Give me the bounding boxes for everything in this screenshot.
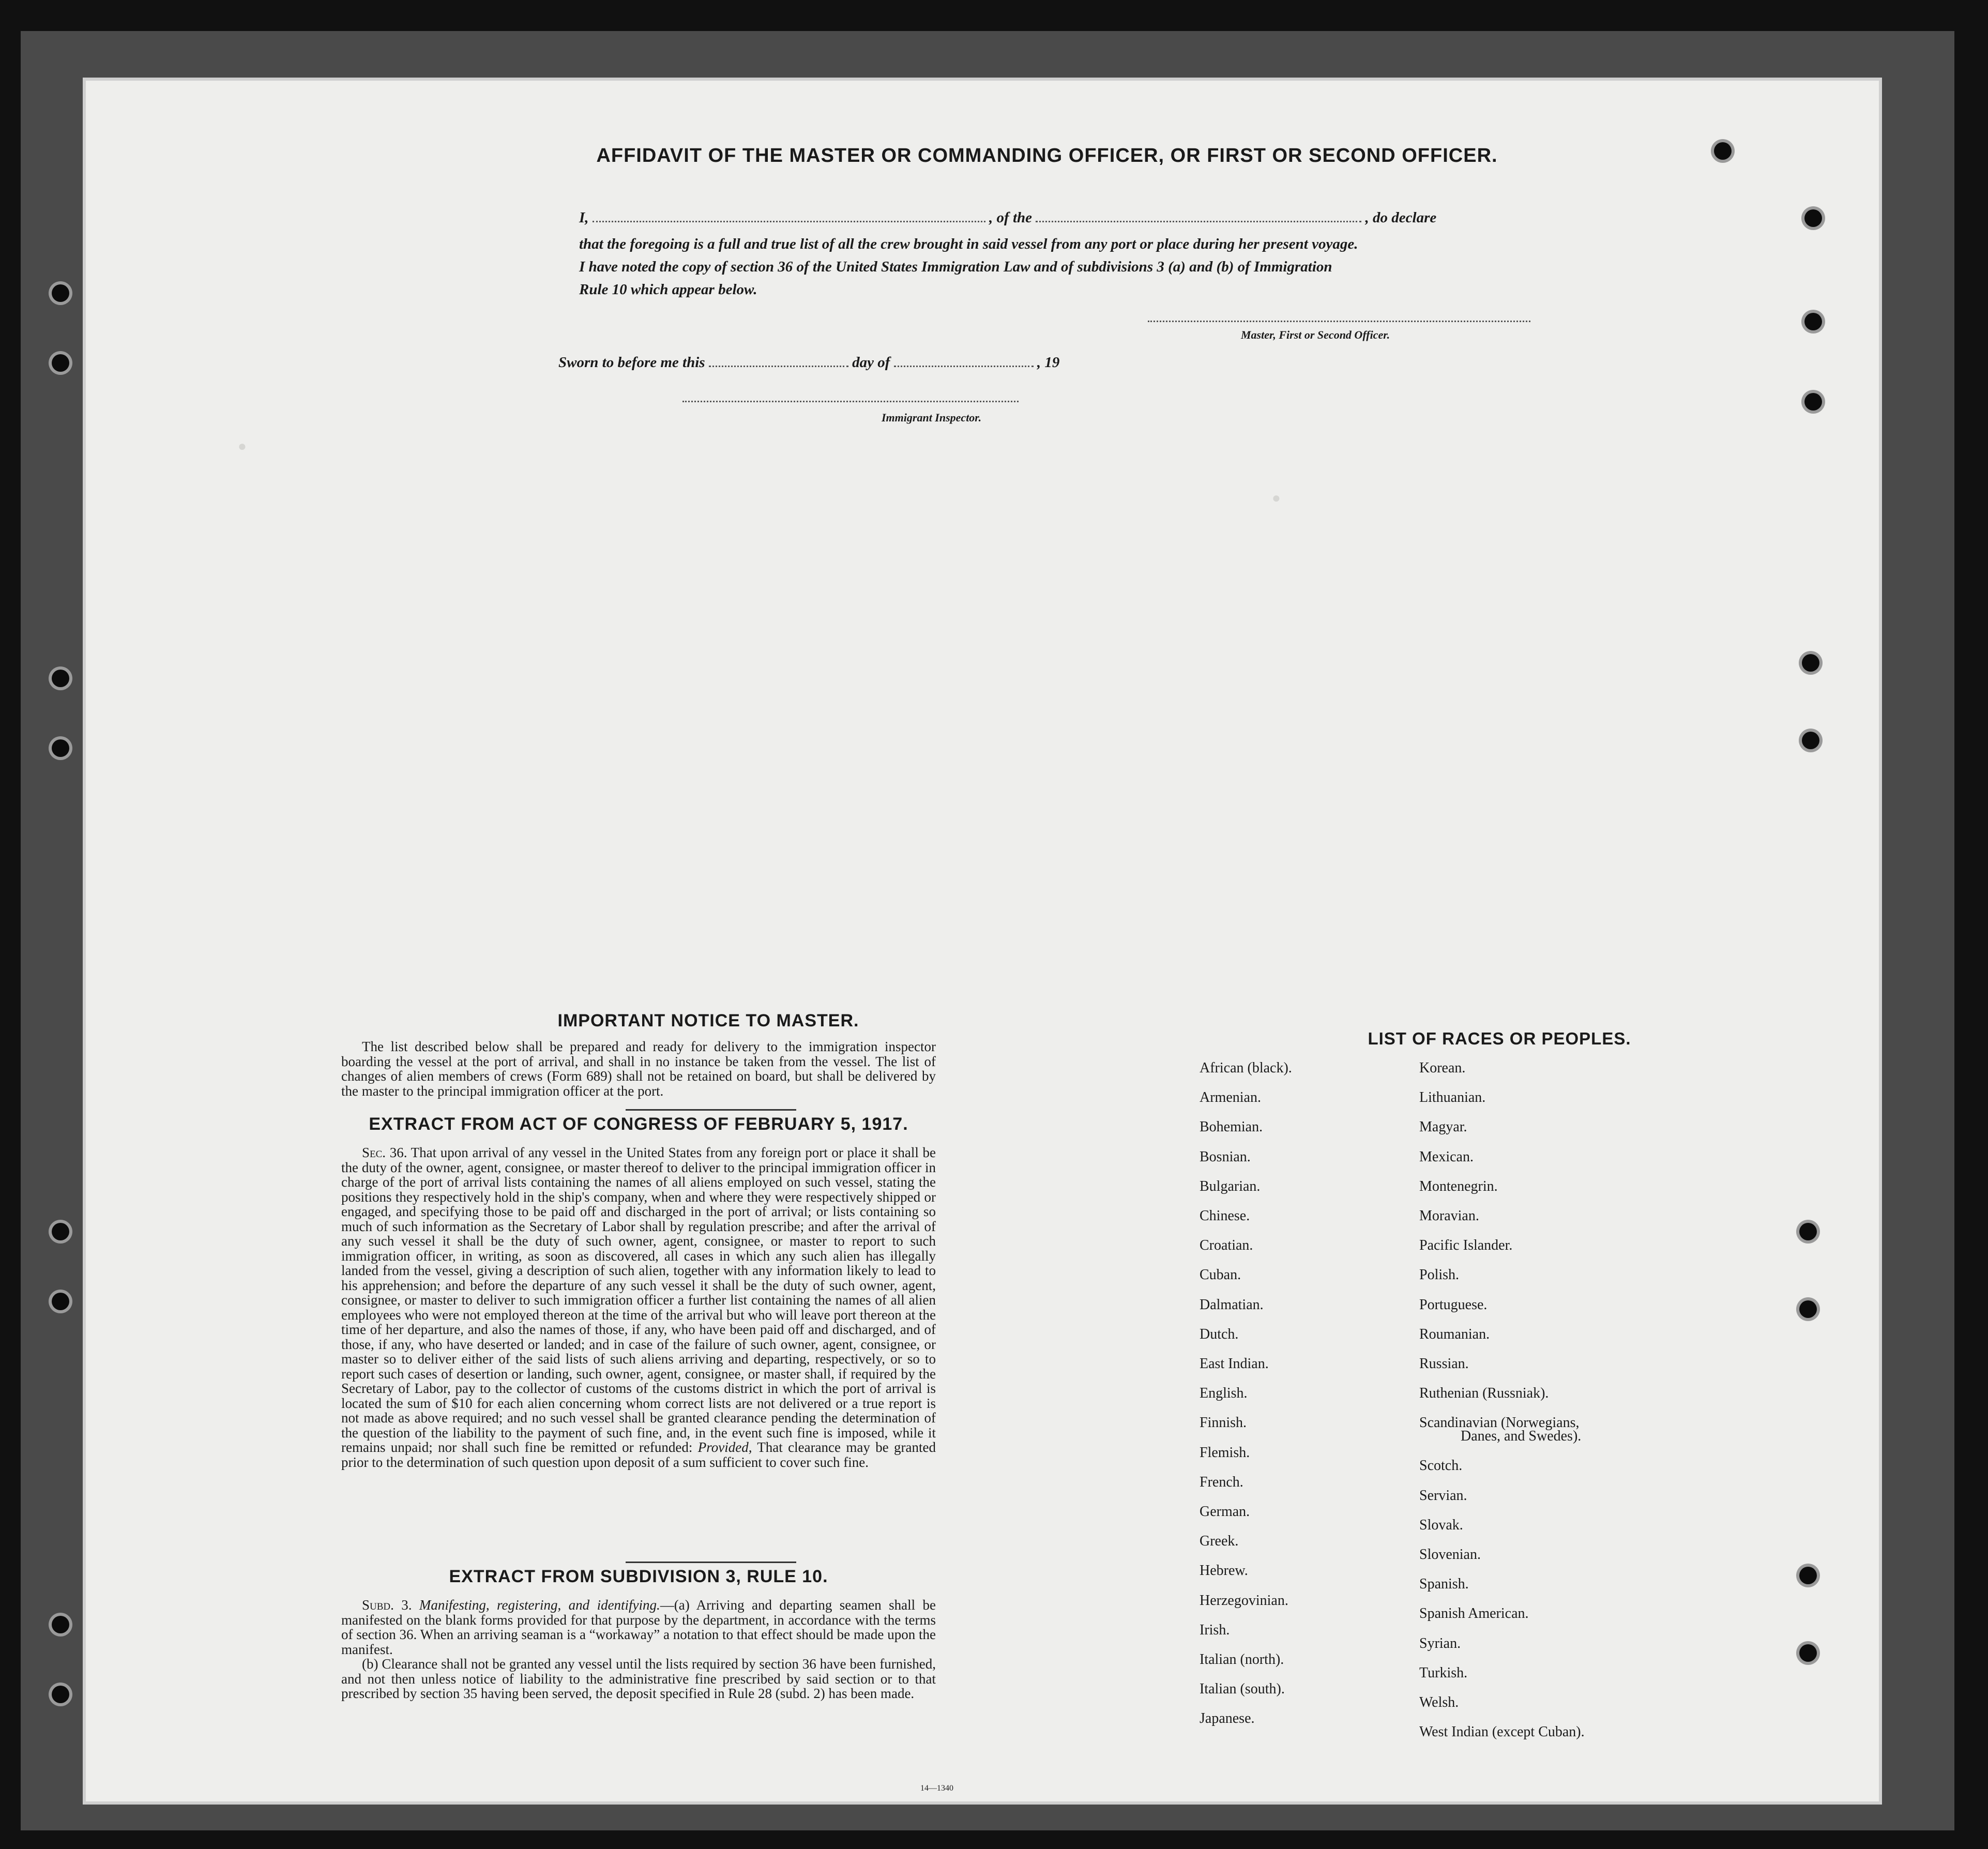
- extract-act-title: EXTRACT FROM ACT OF CONGRESS OF FEBRUARY 5, 1917.: [369, 1114, 908, 1134]
- inspector-label: Immigrant Inspector.: [882, 411, 982, 424]
- race-item: Welsh.: [1419, 1694, 1459, 1710]
- race-item: Danes, and Swedes).: [1461, 1428, 1582, 1445]
- punch-hole: [52, 1223, 69, 1240]
- race-item: Italian (south).: [1200, 1681, 1285, 1698]
- punch-hole: [1804, 313, 1822, 330]
- punch-hole: [52, 284, 69, 302]
- punch-hole: [1804, 393, 1822, 411]
- race-item: Herzegovinian.: [1200, 1592, 1288, 1609]
- race-item: Dalmatian.: [1200, 1296, 1264, 1313]
- rule-para-a: [341, 1598, 936, 1657]
- bleed-through-mark: ●: [238, 439, 247, 456]
- punch-hole: [1714, 142, 1732, 160]
- declaration-text: [579, 233, 1551, 301]
- punch-hole: [1799, 1644, 1817, 1662]
- rule-para-a-text: —(a) Arriving and departing seamen shall be manifested on the blank forms provided for that purpose by the department, in accordance with the terms of section 36. When an arriving seaman is a “workaway” a notation to that effect should be made upon the manifest.: [341, 1597, 936, 1657]
- race-item: West Indian (except Cuban).: [1419, 1724, 1585, 1740]
- affidavit-title: AFFIDAVIT OF THE MASTER OR COMMANDING OFFICER, OR FIRST OR SECOND OFFICER.: [596, 145, 1498, 166]
- punch-hole: [1799, 1567, 1817, 1584]
- race-item: Bulgarian.: [1200, 1178, 1261, 1194]
- race-item: German.: [1200, 1504, 1250, 1520]
- declaration-row: [579, 209, 1551, 226]
- punch-hole: [52, 1293, 69, 1310]
- month-blank: [894, 354, 1034, 367]
- sworn-label: Sworn to before me this: [558, 354, 705, 371]
- declaration-line-1: that the foregoing is a full and true list of all the crew brought in said vessel from any port or place during her present voyage.: [579, 236, 1358, 252]
- race-item: East Indian.: [1200, 1356, 1269, 1372]
- race-item: Turkish.: [1419, 1664, 1468, 1681]
- punch-hole: [52, 1616, 69, 1633]
- form-code: 14—1340: [920, 1784, 953, 1793]
- bleed-through-mark: ●: [1272, 491, 1281, 507]
- race-item: Russian.: [1419, 1356, 1469, 1372]
- race-item: Bosnian.: [1200, 1148, 1251, 1165]
- signature-line: [1148, 321, 1530, 322]
- section-36-end: That clearance may be granted prior to the determination of such question upon deposit of a sum sufficient to cover such fine.: [341, 1439, 936, 1470]
- race-item: Croatian.: [1200, 1237, 1253, 1254]
- punch-hole: [52, 670, 69, 687]
- section-36-body: That upon arrival of any vessel in the United States from any foreign port or place it shall be the duty of the owner, agent, consignee, or master thereof to deliver to the principal immigration officer in charge of the port of arrival lists containing the names of all aliens employed on such vessel, stating the positions they respectively hold in the ship's company, when and where they were respectively shipped or engaged, and specifying those to be paid off and discharged in the port of arrival; or lists containing so much of such information as the Secretary of Labor shall by regulation prescribe; and after the arrival of any such vessel it shall be the duty of such owner, agent, consignee, or master to report to such immigration officer, in writing, as soon as discovered, all cases in which any such alien has illegally landed from the vessel, giving a description of such alien, together with any information likely to lead to his apprehension; and before the departure of any such vessel it shall be the duty of such owner, agent, consignee, or master to deliver to such immigration officer a further list containing the names of all alien employees who were not employed thereon at the time of the arrival but who will leave port thereon at the time of her departure, and also the names of those, if any, who have been paid off and discharged, and of those, if any, who have deserted or landed; and in case of the failure of such owner, agent, consignee, or master so to deliver either of the said lists of such aliens arriving and departing, respectively, or so to report such cases of desertion or landing, such owner, agent, consignee, or master shall, if required by the Secretary of Labor, pay to the collector of customs of the customs district in which the port of arrival is located the sum of $10 for each alien concerning whom correct lists are not delivered or a true report is not made as above required; and no such vessel shall be granted clearance pending the determination of the question of the liability to the payment of such fine, and, in the event such fine is imposed, while it remains unpaid; nor shall such fine be remitted or refunded:: [341, 1145, 936, 1455]
- punch-hole: [1802, 732, 1819, 749]
- race-item: Moravian.: [1419, 1208, 1479, 1224]
- race-item: Mexican.: [1419, 1148, 1474, 1165]
- i-label: I,: [579, 209, 589, 226]
- race-item: English.: [1200, 1385, 1248, 1402]
- punch-hole: [52, 739, 69, 757]
- vessel-blank: [1036, 209, 1361, 222]
- subd-label: Subd. 3.: [362, 1597, 412, 1613]
- provided-label: Provided,: [697, 1439, 752, 1455]
- race-item: African (black).: [1200, 1060, 1292, 1076]
- punch-hole: [1804, 209, 1822, 227]
- punch-hole: [52, 1686, 69, 1703]
- race-item: Irish.: [1200, 1621, 1230, 1638]
- race-item: Slovenian.: [1419, 1546, 1481, 1563]
- race-item: Japanese.: [1200, 1710, 1255, 1727]
- race-item: Roumanian.: [1419, 1326, 1490, 1342]
- notice-paragraph: The list described below shall be prepared and ready for delivery to the immigration inspector boarding the vessel at the port of arrival, and shall in no instance be taken from the vessel. The list of changes of alien members of crews (Form 689) shall not be retained on board, but shall be delivered by the master to the principal immigration officer at the port.: [341, 1039, 936, 1099]
- race-item: Portuguese.: [1419, 1296, 1488, 1313]
- race-item: French.: [1200, 1474, 1243, 1490]
- extract-act-text: [341, 1145, 936, 1469]
- race-item: Dutch.: [1200, 1326, 1239, 1342]
- race-item: Korean.: [1419, 1060, 1466, 1076]
- punch-hole: [52, 354, 69, 372]
- signature-label: Master, First or Second Officer.: [1241, 328, 1390, 341]
- inspector-line: [682, 401, 1019, 402]
- race-item: Montenegrin.: [1419, 1178, 1498, 1194]
- section-36-label: Sec. 36.: [362, 1145, 407, 1160]
- race-item: Greek.: [1200, 1533, 1239, 1550]
- race-item: Spanish.: [1419, 1576, 1469, 1593]
- race-item: Servian.: [1419, 1487, 1467, 1504]
- name-blank: [593, 209, 985, 222]
- race-item: Flemish.: [1200, 1444, 1250, 1461]
- do-declare-label: , do declare: [1365, 209, 1437, 226]
- punch-hole: [1802, 654, 1819, 672]
- race-item: Hebrew.: [1200, 1563, 1248, 1579]
- punch-hole: [1799, 1223, 1817, 1240]
- notice-text: [341, 1039, 936, 1098]
- race-item: Spanish American.: [1419, 1605, 1529, 1622]
- declaration-line-3: Rule 10 which appear below.: [579, 281, 757, 298]
- race-item: Finnish.: [1200, 1415, 1247, 1431]
- sworn-row: [558, 354, 1059, 371]
- race-item: Armenian.: [1200, 1089, 1261, 1106]
- extract-rule-text: [341, 1598, 936, 1701]
- race-item: Polish.: [1419, 1267, 1460, 1283]
- declaration-line-2: I have noted the copy of section 36 of the United States Immigration Law and of subdivisions 3 (a) and (b) of Immigration: [579, 259, 1332, 275]
- races-title: LIST OF RACES OR PEOPLES.: [1368, 1029, 1631, 1048]
- year-label: , 19: [1037, 354, 1060, 371]
- subd-heading: Manifesting, registering, and identifying.: [419, 1597, 660, 1613]
- race-item: Scotch.: [1419, 1458, 1463, 1474]
- race-item: Italian (north).: [1200, 1651, 1284, 1668]
- manifest-back-page: [83, 78, 1882, 1805]
- race-item: Scandinavian (Norwegians,: [1419, 1415, 1580, 1431]
- race-item: Cuban.: [1200, 1267, 1241, 1283]
- divider: [626, 1109, 796, 1111]
- race-item: Syrian.: [1419, 1635, 1461, 1651]
- race-item: Slovak.: [1419, 1517, 1463, 1533]
- divider: [626, 1562, 796, 1563]
- race-item: Pacific Islander.: [1419, 1237, 1513, 1254]
- day-blank: [709, 354, 848, 367]
- race-item: Lithuanian.: [1419, 1089, 1486, 1106]
- day-of-label: day of: [852, 354, 890, 371]
- race-item: Magyar.: [1419, 1119, 1467, 1135]
- race-item: Bohemian.: [1200, 1119, 1263, 1135]
- rule-para-b: (b) Clearance shall not be granted any vessel until the lists required by section 36 have been furnished, and not then unless notice of liability to the administrative fine prescribed by said section or to that prescribed by section 35 having been served, the deposit specified in Rule 28 (subd. 2) has been made.: [341, 1656, 936, 1701]
- punch-hole: [1799, 1300, 1817, 1318]
- race-item: Chinese.: [1200, 1208, 1250, 1224]
- extract-rule-title: EXTRACT FROM SUBDIVISION 3, RULE 10.: [449, 1567, 828, 1586]
- notice-title: IMPORTANT NOTICE TO MASTER.: [557, 1011, 859, 1030]
- race-item: Ruthenian (Russniak).: [1419, 1385, 1549, 1402]
- of-the-label: , of the: [989, 209, 1033, 226]
